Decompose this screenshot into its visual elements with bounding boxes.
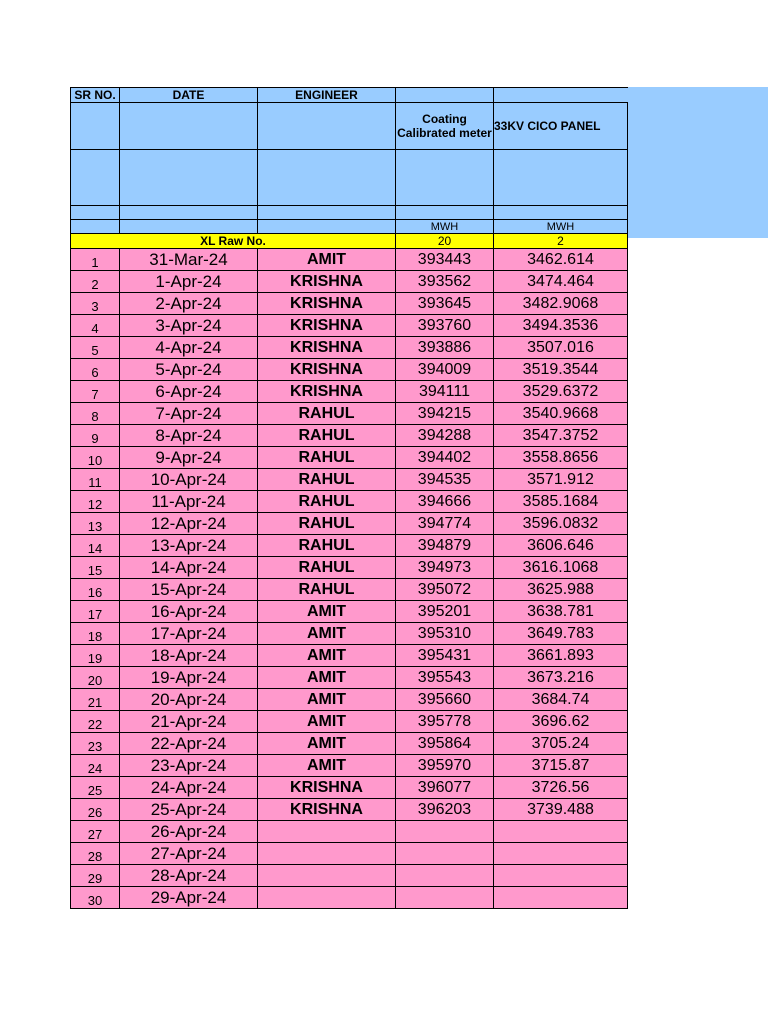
blank-cell[interactable] xyxy=(258,206,396,220)
sr-no-cell[interactable]: 25 xyxy=(71,777,120,799)
meter1-reading-cell[interactable]: 395431 xyxy=(396,645,494,667)
meter1-reading-cell[interactable]: 395543 xyxy=(396,667,494,689)
meter1-reading-cell[interactable]: 394774 xyxy=(396,513,494,535)
blank-cell[interactable] xyxy=(258,150,396,206)
table-row xyxy=(71,755,628,777)
meter1-reading-cell[interactable]: 395864 xyxy=(396,733,494,755)
date-cell[interactable]: 29-Apr-24 xyxy=(120,887,258,909)
blank-cell[interactable] xyxy=(396,150,494,206)
meter2-reading-cell[interactable]: 3585.1684 xyxy=(494,491,628,513)
sr-no-header[interactable]: SR NO. xyxy=(71,88,120,103)
engineer-cell[interactable]: RAHUL xyxy=(258,513,396,535)
meter1-reading-cell[interactable]: 394009 xyxy=(396,359,494,381)
meter1-header-cell[interactable] xyxy=(396,88,494,103)
sr-no-cell[interactable]: 1 xyxy=(71,249,120,271)
sr-no-cell[interactable]: 29 xyxy=(71,865,120,887)
meter2-reading-cell[interactable]: 3625.988 xyxy=(494,579,628,601)
engineer-cell[interactable]: AMIT xyxy=(258,601,396,623)
sr-no-cell[interactable]: 22 xyxy=(71,711,120,733)
table-row xyxy=(71,843,628,865)
table-row xyxy=(71,601,628,623)
table-row xyxy=(71,315,628,337)
table-row xyxy=(71,799,628,821)
date-cell[interactable]: 2-Apr-24 xyxy=(120,293,258,315)
sr-no-cell[interactable]: 6 xyxy=(71,359,120,381)
date-cell[interactable]: 13-Apr-24 xyxy=(120,535,258,557)
meter2-reading-cell[interactable]: 3474.464 xyxy=(494,271,628,293)
meter2-unit[interactable]: MWH xyxy=(494,220,628,234)
blank-cell[interactable] xyxy=(494,150,628,206)
xl-raw-row xyxy=(71,234,628,249)
meter2-reading-cell[interactable]: 3705.24 xyxy=(494,733,628,755)
blank-cell[interactable] xyxy=(258,220,396,234)
date-cell[interactable]: 15-Apr-24 xyxy=(120,579,258,601)
header-blank-row xyxy=(71,150,628,206)
meter-reading-table xyxy=(70,87,628,909)
blank-cell[interactable] xyxy=(71,103,120,150)
meter1-reading-cell[interactable]: 395778 xyxy=(396,711,494,733)
meter2-reading-cell[interactable]: 3558.8656 xyxy=(494,447,628,469)
sr-no-cell[interactable]: 14 xyxy=(71,535,120,557)
table-row xyxy=(71,403,628,425)
meter2-raw-no[interactable]: 2 xyxy=(494,234,628,249)
meter1-reading-cell[interactable] xyxy=(396,821,494,843)
table-row xyxy=(71,271,628,293)
table-row xyxy=(71,821,628,843)
date-cell[interactable]: 3-Apr-24 xyxy=(120,315,258,337)
meter1-reading-cell[interactable]: 395072 xyxy=(396,579,494,601)
table-row xyxy=(71,689,628,711)
meter1-reading-cell[interactable]: 395660 xyxy=(396,689,494,711)
table-row xyxy=(71,711,628,733)
meter2-reading-cell[interactable]: 3482.9068 xyxy=(494,293,628,315)
blank-cell[interactable] xyxy=(396,206,494,220)
date-cell[interactable]: 9-Apr-24 xyxy=(120,447,258,469)
date-cell[interactable]: 31-Mar-24 xyxy=(120,249,258,271)
date-cell[interactable]: 12-Apr-24 xyxy=(120,513,258,535)
date-cell[interactable]: 21-Apr-24 xyxy=(120,711,258,733)
meter2-reading-cell[interactable]: 3519.3544 xyxy=(494,359,628,381)
sr-no-cell[interactable]: 4 xyxy=(71,315,120,337)
date-cell[interactable]: 25-Apr-24 xyxy=(120,799,258,821)
meter2-reading-cell[interactable]: 3684.74 xyxy=(494,689,628,711)
engineer-cell[interactable]: RAHUL xyxy=(258,535,396,557)
date-cell[interactable]: 23-Apr-24 xyxy=(120,755,258,777)
table-row xyxy=(71,535,628,557)
engineer-cell[interactable]: AMIT xyxy=(258,711,396,733)
meter1-reading-cell[interactable]: 393886 xyxy=(396,337,494,359)
table-row xyxy=(71,865,628,887)
engineer-cell[interactable]: RAHUL xyxy=(258,579,396,601)
table-row xyxy=(71,645,628,667)
meter1-reading-cell[interactable]: 394111 xyxy=(396,381,494,403)
meter1-reading-cell[interactable]: 393760 xyxy=(396,315,494,337)
date-cell[interactable]: 8-Apr-24 xyxy=(120,425,258,447)
header-side-panel xyxy=(626,87,768,238)
meter1-title[interactable]: Coating Calibrated meter xyxy=(396,103,494,150)
meter1-reading-cell[interactable]: 393443 xyxy=(396,249,494,271)
table-row xyxy=(71,623,628,645)
sr-no-cell[interactable]: 12 xyxy=(71,491,120,513)
meter1-reading-cell[interactable]: 394666 xyxy=(396,491,494,513)
table-row xyxy=(71,469,628,491)
sr-no-cell[interactable]: 5 xyxy=(71,337,120,359)
engineer-cell[interactable]: KRISHNA xyxy=(258,315,396,337)
meter1-reading-cell[interactable]: 394402 xyxy=(396,447,494,469)
meter2-reading-cell[interactable] xyxy=(494,843,628,865)
meter1-reading-cell[interactable]: 394215 xyxy=(396,403,494,425)
table-row xyxy=(71,249,628,271)
engineer-cell[interactable] xyxy=(258,821,396,843)
meter1-reading-cell[interactable] xyxy=(396,843,494,865)
engineer-cell[interactable]: AMIT xyxy=(258,667,396,689)
meter2-reading-cell[interactable]: 3696.62 xyxy=(494,711,628,733)
engineer-cell[interactable]: AMIT xyxy=(258,623,396,645)
meter2-reading-cell[interactable]: 3571.912 xyxy=(494,469,628,491)
engineer-cell[interactable]: RAHUL xyxy=(258,447,396,469)
table-row xyxy=(71,491,628,513)
meter2-reading-cell[interactable]: 3540.9668 xyxy=(494,403,628,425)
meter1-unit[interactable]: MWH xyxy=(396,220,494,234)
sr-no-cell[interactable]: 20 xyxy=(71,667,120,689)
sr-no-cell[interactable]: 7 xyxy=(71,381,120,403)
sr-no-cell[interactable]: 21 xyxy=(71,689,120,711)
date-cell[interactable]: 1-Apr-24 xyxy=(120,271,258,293)
blank-cell[interactable] xyxy=(71,206,120,220)
date-cell[interactable]: 28-Apr-24 xyxy=(120,865,258,887)
meter1-reading-cell[interactable]: 393562 xyxy=(396,271,494,293)
sr-no-cell[interactable]: 15 xyxy=(71,557,120,579)
meter1-raw-no[interactable]: 20 xyxy=(396,234,494,249)
date-cell[interactable]: 6-Apr-24 xyxy=(120,381,258,403)
meter2-reading-cell[interactable]: 3616.1068 xyxy=(494,557,628,579)
sr-no-cell[interactable]: 9 xyxy=(71,425,120,447)
table-row xyxy=(71,293,628,315)
meter1-reading-cell[interactable]: 394288 xyxy=(396,425,494,447)
meter1-reading-cell[interactable]: 395310 xyxy=(396,623,494,645)
table-row xyxy=(71,733,628,755)
header-blank-row xyxy=(71,206,628,220)
meter2-reading-cell[interactable] xyxy=(494,865,628,887)
blank-cell[interactable] xyxy=(120,150,258,206)
meter2-reading-cell[interactable]: 3673.216 xyxy=(494,667,628,689)
date-cell[interactable]: 14-Apr-24 xyxy=(120,557,258,579)
meter1-reading-cell[interactable]: 394973 xyxy=(396,557,494,579)
engineer-cell[interactable]: KRISHNA xyxy=(258,271,396,293)
engineer-cell[interactable]: KRISHNA xyxy=(258,777,396,799)
meter2-reading-cell[interactable]: 3462.614 xyxy=(494,249,628,271)
blank-cell[interactable] xyxy=(71,220,120,234)
meter2-reading-cell[interactable]: 3596.0832 xyxy=(494,513,628,535)
sr-no-cell[interactable]: 30 xyxy=(71,887,120,909)
xl-raw-label[interactable]: XL Raw No. xyxy=(71,234,396,249)
meter1-reading-cell[interactable] xyxy=(396,887,494,909)
meter1-reading-cell[interactable]: 395201 xyxy=(396,601,494,623)
table-row xyxy=(71,667,628,689)
sr-no-cell[interactable]: 26 xyxy=(71,799,120,821)
sr-no-cell[interactable]: 19 xyxy=(71,645,120,667)
date-cell[interactable]: 16-Apr-24 xyxy=(120,601,258,623)
engineer-cell[interactable]: RAHUL xyxy=(258,491,396,513)
date-cell[interactable]: 17-Apr-24 xyxy=(120,623,258,645)
table-row xyxy=(71,887,628,909)
sr-no-cell[interactable]: 23 xyxy=(71,733,120,755)
engineer-cell[interactable]: KRISHNA xyxy=(258,293,396,315)
unit-row xyxy=(71,220,628,234)
sr-no-cell[interactable]: 13 xyxy=(71,513,120,535)
engineer-cell[interactable]: AMIT xyxy=(258,645,396,667)
date-cell[interactable]: 7-Apr-24 xyxy=(120,403,258,425)
table-row xyxy=(71,557,628,579)
meter1-reading-cell[interactable]: 393645 xyxy=(396,293,494,315)
date-cell[interactable]: 22-Apr-24 xyxy=(120,733,258,755)
meter1-reading-cell[interactable]: 396077 xyxy=(396,777,494,799)
date-cell[interactable]: 11-Apr-24 xyxy=(120,491,258,513)
engineer-cell[interactable]: RAHUL xyxy=(258,557,396,579)
date-cell[interactable]: 4-Apr-24 xyxy=(120,337,258,359)
engineer-cell[interactable]: AMIT xyxy=(258,733,396,755)
sr-no-cell[interactable]: 28 xyxy=(71,843,120,865)
table-row xyxy=(71,447,628,469)
meter1-reading-cell[interactable]: 395970 xyxy=(396,755,494,777)
engineer-cell[interactable]: KRISHNA xyxy=(258,337,396,359)
date-cell[interactable]: 24-Apr-24 xyxy=(120,777,258,799)
meter1-reading-cell[interactable]: 396203 xyxy=(396,799,494,821)
meter2-reading-cell[interactable]: 3715.87 xyxy=(494,755,628,777)
sr-no-cell[interactable]: 24 xyxy=(71,755,120,777)
meter2-reading-cell[interactable]: 3547.3752 xyxy=(494,425,628,447)
sr-no-cell[interactable]: 10 xyxy=(71,447,120,469)
meter2-header-cell[interactable] xyxy=(494,88,628,103)
table-row xyxy=(71,425,628,447)
date-cell[interactable]: 20-Apr-24 xyxy=(120,689,258,711)
meter-title-row xyxy=(71,103,628,150)
blank-cell[interactable] xyxy=(258,103,396,150)
meter2-reading-cell[interactable]: 3507.016 xyxy=(494,337,628,359)
engineer-cell[interactable] xyxy=(258,865,396,887)
meter1-reading-cell[interactable]: 394535 xyxy=(396,469,494,491)
engineer-cell[interactable]: KRISHNA xyxy=(258,359,396,381)
engineer-cell[interactable] xyxy=(258,887,396,909)
sr-no-cell[interactable]: 16 xyxy=(71,579,120,601)
table-row xyxy=(71,513,628,535)
date-cell[interactable]: 27-Apr-24 xyxy=(120,843,258,865)
engineer-cell[interactable]: AMIT xyxy=(258,249,396,271)
engineer-cell[interactable] xyxy=(258,843,396,865)
meter2-reading-cell[interactable]: 3529.6372 xyxy=(494,381,628,403)
engineer-cell[interactable]: AMIT xyxy=(258,689,396,711)
engineer-cell[interactable]: AMIT xyxy=(258,755,396,777)
meter2-reading-cell[interactable]: 3726.56 xyxy=(494,777,628,799)
date-cell[interactable]: 19-Apr-24 xyxy=(120,667,258,689)
engineer-header[interactable]: ENGINEER xyxy=(258,88,396,103)
sr-no-cell[interactable]: 27 xyxy=(71,821,120,843)
meter2-reading-cell[interactable]: 3739.488 xyxy=(494,799,628,821)
table-row xyxy=(71,337,628,359)
table-row xyxy=(71,359,628,381)
engineer-cell[interactable]: RAHUL xyxy=(258,425,396,447)
meter2-reading-cell[interactable]: 3638.781 xyxy=(494,601,628,623)
date-cell[interactable]: 5-Apr-24 xyxy=(120,359,258,381)
meter2-title[interactable]: 33KV CICO PANEL xyxy=(494,103,628,150)
blank-cell[interactable] xyxy=(120,206,258,220)
meter1-reading-cell[interactable]: 394879 xyxy=(396,535,494,557)
meter2-reading-cell[interactable] xyxy=(494,887,628,909)
meter2-reading-cell[interactable]: 3494.3536 xyxy=(494,315,628,337)
sr-no-cell[interactable]: 3 xyxy=(71,293,120,315)
meter2-reading-cell[interactable] xyxy=(494,821,628,843)
blank-cell[interactable] xyxy=(120,103,258,150)
blank-cell[interactable] xyxy=(494,206,628,220)
date-cell[interactable]: 26-Apr-24 xyxy=(120,821,258,843)
blank-cell[interactable] xyxy=(71,150,120,206)
meter2-reading-cell[interactable]: 3606.646 xyxy=(494,535,628,557)
meter2-reading-cell[interactable]: 3661.893 xyxy=(494,645,628,667)
sr-no-cell[interactable]: 8 xyxy=(71,403,120,425)
engineer-cell[interactable]: KRISHNA xyxy=(258,381,396,403)
table-row xyxy=(71,579,628,601)
sr-no-cell[interactable]: 11 xyxy=(71,469,120,491)
meter2-reading-cell[interactable]: 3649.783 xyxy=(494,623,628,645)
blank-cell[interactable] xyxy=(120,220,258,234)
table-row xyxy=(71,777,628,799)
engineer-cell[interactable]: RAHUL xyxy=(258,469,396,491)
date-cell[interactable]: 18-Apr-24 xyxy=(120,645,258,667)
table-row xyxy=(71,381,628,403)
date-header[interactable]: DATE xyxy=(120,88,258,103)
header-row xyxy=(71,88,628,103)
date-cell[interactable]: 10-Apr-24 xyxy=(120,469,258,491)
engineer-cell[interactable]: RAHUL xyxy=(258,403,396,425)
engineer-cell[interactable]: KRISHNA xyxy=(258,799,396,821)
meter1-reading-cell[interactable] xyxy=(396,865,494,887)
sr-no-cell[interactable]: 17 xyxy=(71,601,120,623)
sr-no-cell[interactable]: 18 xyxy=(71,623,120,645)
sr-no-cell[interactable]: 2 xyxy=(71,271,120,293)
